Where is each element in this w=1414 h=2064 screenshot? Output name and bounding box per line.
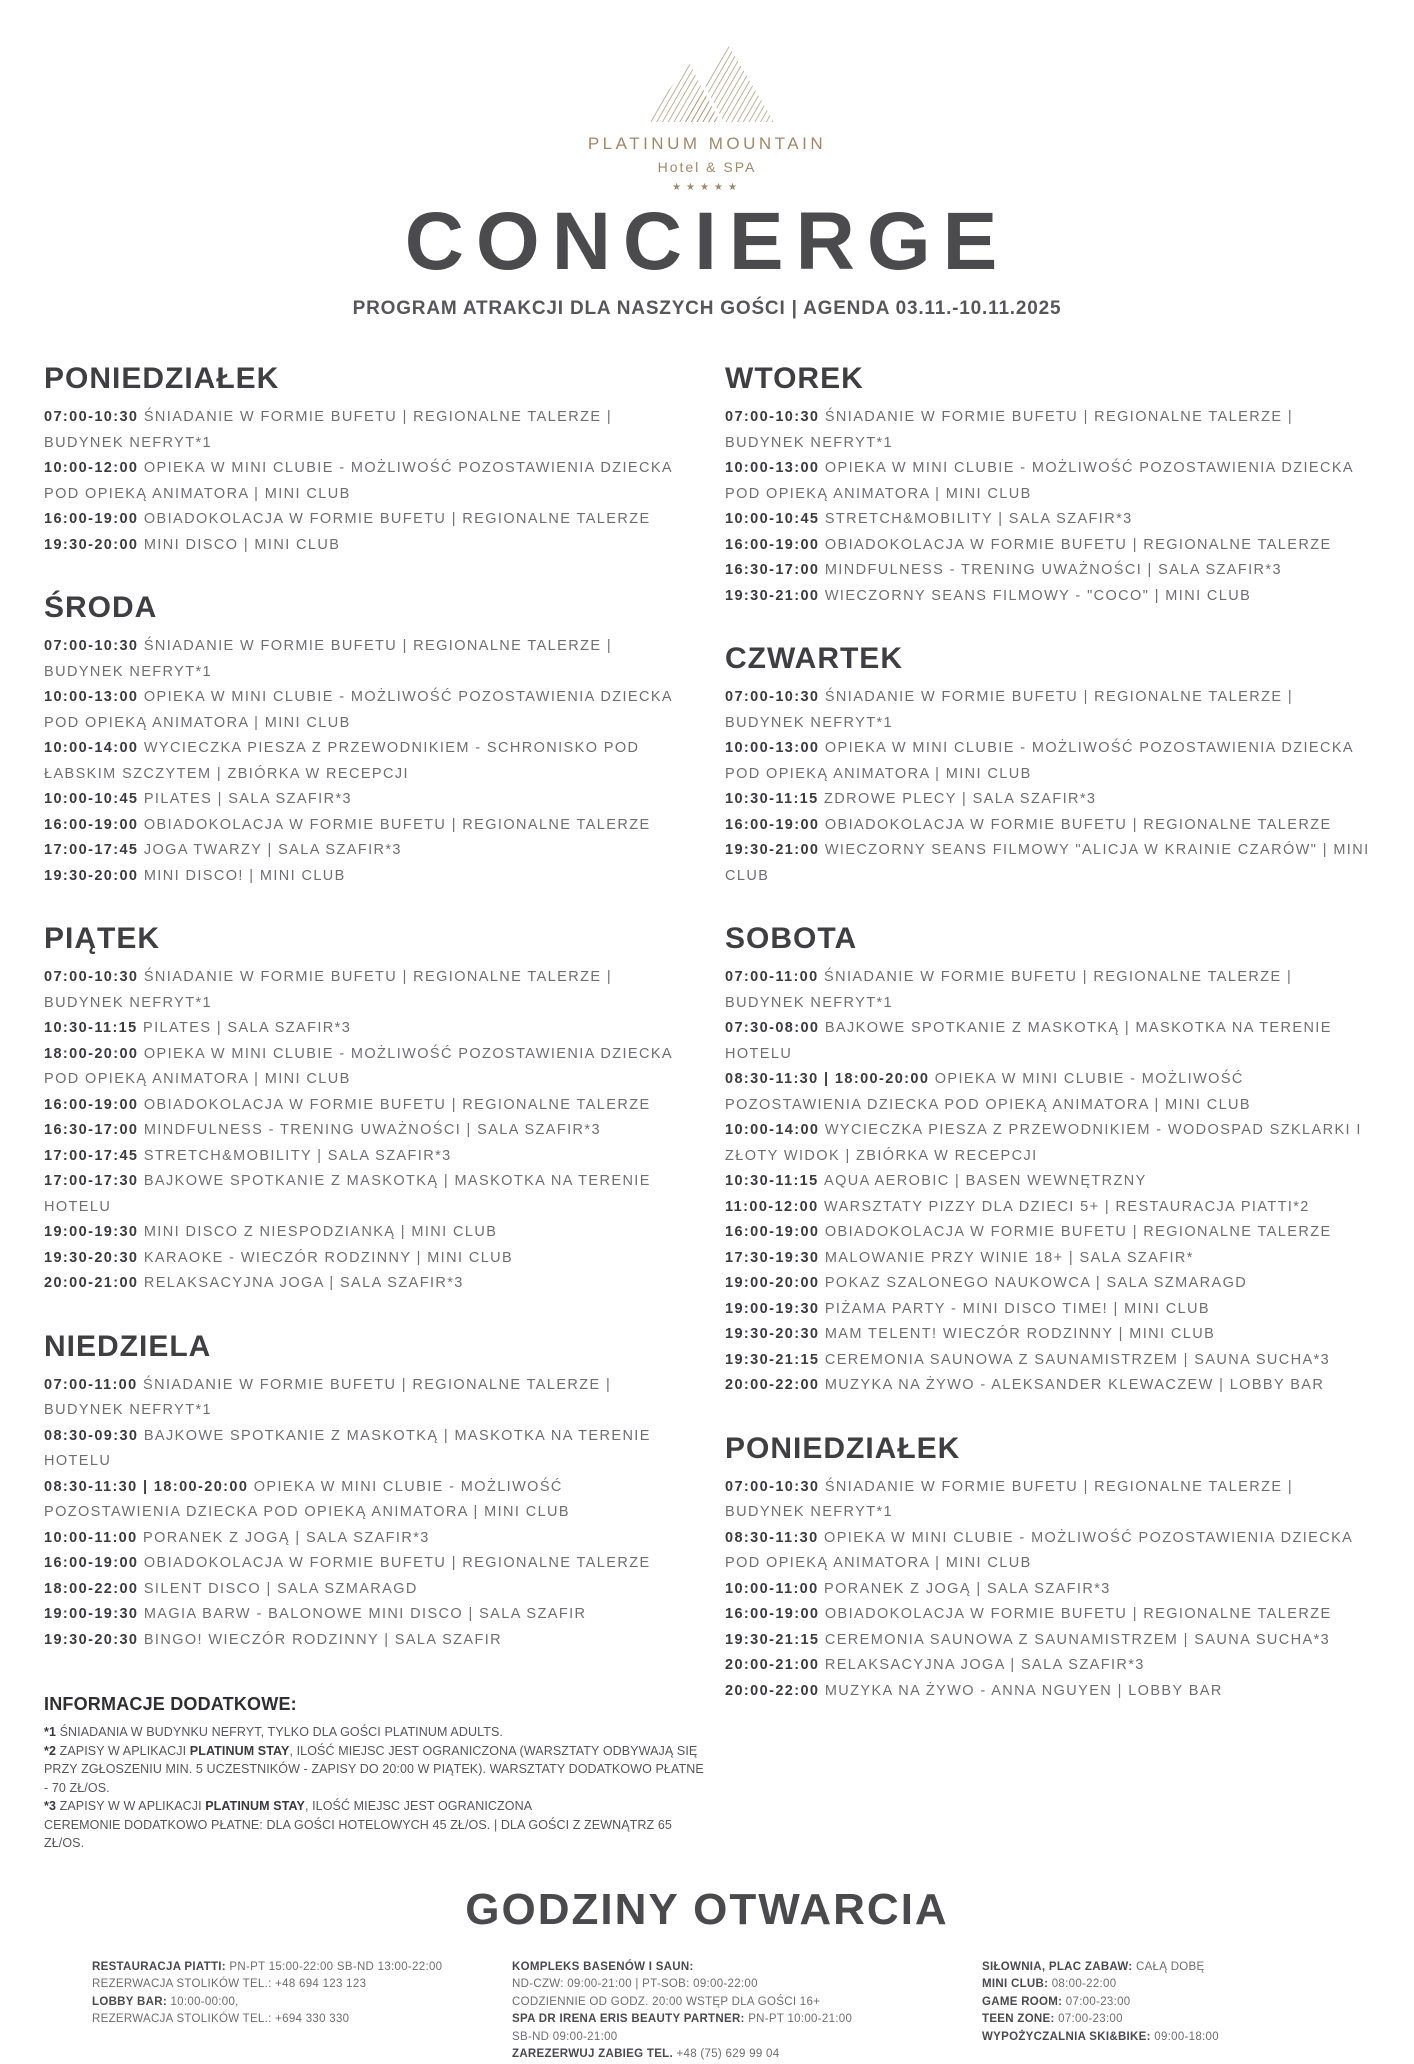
event-description: BAJKOWE SPOTKANIE Z MASKOTKĄ | MASKOTKA NA TERENIE HOTELU <box>44 1427 651 1470</box>
event-time: 17:30-19:30 <box>725 1249 825 1266</box>
schedule-event <box>44 405 689 456</box>
hotel-stars: ★★★★★ <box>672 182 742 193</box>
schedule-event <box>44 736 689 787</box>
event-description: ŚNIADANIE W FORMIE BUFETU | REGIONALNE TALERZE | BUDYNEK NEFRYT*1 <box>44 969 612 1011</box>
schedule-event <box>725 533 1370 559</box>
schedule-event <box>44 1246 689 1272</box>
event-time: 08:30-09:30 <box>44 1427 144 1444</box>
schedule-event <box>725 1577 1370 1603</box>
opening-hours-heading: GODZINY OTWARCIA <box>465 1884 949 1934</box>
event-time: 07:00-10:30 <box>725 409 825 426</box>
hours-label: SIŁOWNIA, PLAC ZABAW: <box>982 1960 1136 1973</box>
schedule-event <box>725 1628 1370 1654</box>
event-time: 10:00-14:00 <box>44 740 144 757</box>
day-section <box>44 922 689 1297</box>
schedule-event <box>44 1526 689 1552</box>
schedule-event <box>44 1118 689 1144</box>
event-time: 18:00-20:00 <box>44 1045 144 1062</box>
event-description: OBIADOKOLACJA W FORMIE BUFETU | REGIONALNE TALERZE <box>824 1606 1332 1623</box>
schedule-event <box>725 838 1370 889</box>
hours-column <box>512 1959 932 2064</box>
schedule-event <box>44 1628 689 1654</box>
hotel-name: PLATINUM MOUNTAIN <box>587 134 827 153</box>
day-heading: PONIEDZIAŁEK <box>725 1431 961 1465</box>
event-time: 16:00-19:00 <box>44 816 144 833</box>
hours-columns <box>0 1959 1414 2064</box>
event-time: 10:30-11:15 <box>725 1173 825 1190</box>
schedule-event <box>44 864 689 890</box>
event-description: ZDROWE PLECY | SALA SZAFIR*3 <box>824 791 1097 808</box>
event-time: 19:30-20:00 <box>44 867 144 884</box>
event-description: RELAKSACYJNA JOGA | SALA SZAFIR*3 <box>143 1275 464 1292</box>
schedule-event <box>725 1195 1370 1221</box>
footnote-text: CEREMONIE DODATKOWO PŁATNE: DLA GOŚCI HOTELOWYCH 45 ZŁ/OS. | DLA GOŚCI Z ZEWNĄTRZ 65 ZŁ/OS. <box>44 1817 672 1851</box>
event-description: MINI DISCO Z NIESPODZIANKĄ | MINI CLUB <box>143 1224 498 1241</box>
event-description: WIECZORNY SEANS FILMOWY - "COCO" | MINI CLUB <box>824 587 1252 604</box>
event-time: 20:00-21:00 <box>44 1275 144 1292</box>
hours-label: GAME ROOM: <box>982 1995 1066 2008</box>
event-description: AQUA AEROBIC | BASEN WEWNĘTRZNY <box>824 1173 1147 1190</box>
event-description: BINGO! WIECZÓR RODZINNY | SALA SZAFIR <box>143 1631 503 1648</box>
event-description: WYCIECZKA PIESZA Z PRZEWODNIKIEM - SCHRONISKO POD ŁABSKIM SZCZYTEM | ZBIÓRKA W RECEPCJI <box>44 740 640 782</box>
schedule-event <box>44 533 689 559</box>
footnote-text: ZAPISY W APLIKACJI <box>59 1743 190 1758</box>
event-description: STRETCH&MOBILITY | SALA SZAFIR*3 <box>824 511 1133 528</box>
schedule-event <box>44 456 689 507</box>
day-section <box>44 362 689 558</box>
event-time: 10:00-11:00 <box>44 1529 144 1546</box>
event-time: 19:30-20:00 <box>44 536 144 553</box>
footnote-bold-text: *3 <box>44 1799 60 1814</box>
footnote-bold-text: *2 <box>44 1743 60 1758</box>
event-time: 17:00-17:45 <box>44 1147 144 1164</box>
event-time: 10:00-13:00 <box>44 689 144 706</box>
event-description: MUZYKA NA ŻYWO - ALEKSANDER KLEWACZEW | LOBBY BAR <box>824 1377 1325 1394</box>
day-heading: SOBOTA <box>725 922 858 956</box>
opening-hours <box>0 1885 1414 2064</box>
event-description: ŚNIADANIE W FORMIE BUFETU | REGIONALNE TALERZE | BUDYNEK NEFRYT*1 <box>725 969 1293 1011</box>
day-heading: PONIEDZIAŁEK <box>44 362 280 396</box>
schedule-event <box>725 813 1370 839</box>
hours-line <box>512 2029 932 2047</box>
event-description: JOGA TWARZY | SALA SZAFIR*3 <box>143 842 402 859</box>
hours-line <box>92 1976 462 1994</box>
event-description: PILATES | SALA SZAFIR*3 <box>143 1020 352 1037</box>
event-time: 07:00-10:30 <box>44 638 144 655</box>
event-description: ŚNIADANIE W FORMIE BUFETU | REGIONALNE TALERZE | BUDYNEK NEFRYT*1 <box>725 689 1293 731</box>
event-description: CEREMONIA SAUNOWA Z SAUNAMISTRZEM | SAUNA SUCHA*3 <box>824 1631 1331 1648</box>
hours-label: RESTAURACJA PIATTI: <box>92 1960 230 1973</box>
event-description: OBIADOKOLACJA W FORMIE BUFETU | REGIONALNE TALERZE <box>824 816 1332 833</box>
page-subtitle: PROGRAM ATRAKCJI DLA NASZYCH GOŚCI | AGENDA 03.11.-10.11.2025 <box>352 298 1062 320</box>
hours-value: CODZIENNIE OD GODZ. 20:00 WSTĘP DLA GOŚCI 16+ <box>512 1995 821 2008</box>
hours-line <box>92 1994 462 2012</box>
event-description: ŚNIADANIE W FORMIE BUFETU | REGIONALNE TALERZE | BUDYNEK NEFRYT*1 <box>44 409 612 451</box>
additional-info-heading: INFORMACJE DODATKOWE: <box>44 1694 297 1715</box>
event-description: OPIEKA W MINI CLUBIE - MOŻLIWOŚĆ POZOSTAWIENIA DZIECKA POD OPIEKĄ ANIMATORA | MINI CLUB <box>725 740 1354 782</box>
event-description: OPIEKA W MINI CLUBIE - MOŻLIWOŚĆ POZOSTAWIENIA DZIECKA POD OPIEKĄ ANIMATORA | MINI CLUB <box>44 1478 570 1521</box>
event-description: RELAKSACYJNA JOGA | SALA SZAFIR*3 <box>824 1657 1145 1674</box>
event-time: 19:00-19:30 <box>44 1224 144 1241</box>
footnote-bold-text: *1 <box>44 1725 60 1740</box>
hours-line <box>512 2046 932 2064</box>
hours-line <box>512 1959 932 1977</box>
hours-label: ZAREZERWUJ ZABIEG TEL. <box>512 2048 677 2061</box>
event-time: 19:00-19:30 <box>725 1300 825 1317</box>
event-description: OPIEKA W MINI CLUBIE - MOŻLIWOŚĆ POZOSTAWIENIA DZIECKA POD OPIEKĄ ANIMATORA | MINI CLUB <box>44 1045 673 1088</box>
event-description: ŚNIADANIE W FORMIE BUFETU | REGIONALNE TALERZE | BUDYNEK NEFRYT*1 <box>725 1478 1293 1521</box>
day-heading: WTOREK <box>725 362 864 396</box>
schedule-event <box>725 1373 1370 1399</box>
event-description: MALOWANIE PRZY WINIE 18+ | SALA SZAFIR* <box>824 1249 1194 1266</box>
event-description: OPIEKA W MINI CLUBIE - MOŻLIWOŚĆ POZOSTAWIENIA DZIECKA POD OPIEKĄ ANIMATORA | MINI CLUB <box>725 1071 1251 1113</box>
schedule-event <box>725 456 1370 507</box>
schedule-event <box>725 1679 1370 1705</box>
schedule-event <box>725 507 1370 533</box>
schedule-event <box>725 1016 1370 1067</box>
day-section <box>725 362 1370 609</box>
event-time: 07:30-08:00 <box>725 1020 825 1037</box>
event-description: MINDFULNESS - TRENING UWAŻNOŚCI | SALA SZAFIR*3 <box>143 1122 601 1139</box>
day-section <box>44 1330 689 1654</box>
event-time: 16:00-19:00 <box>44 1096 144 1113</box>
event-description: PILATES | SALA SZAFIR*3 <box>143 791 352 808</box>
footnote-text: , ILOŚĆ MIEJSC JEST OGRANICZONA (WARSZTATY ODBYWAJĄ SIĘ PRZY ZGŁOSZENIU MIN. 5 UCZESTNIKÓW - ZAPISY DO 20:00 W PIĄTEK). WARSZTATY DODATKOWO PŁATNE - 70 ZŁ/OS. <box>44 1743 704 1795</box>
day-section <box>44 591 689 889</box>
footnote-bold-text: PLATINUM STAY <box>189 1743 290 1758</box>
hours-value: ND-CZW: 09:00-21:00 | PT-SOB: 09:00-22:00 <box>512 1978 758 1991</box>
event-time: 19:00-19:30 <box>44 1606 144 1623</box>
hours-value: 09:00-18:00 <box>1154 2030 1219 2043</box>
event-time: 19:30-21:15 <box>725 1351 825 1368</box>
day-section <box>725 642 1370 889</box>
event-time: 07:00-10:30 <box>725 689 825 706</box>
event-time: 20:00-21:00 <box>725 1657 825 1674</box>
event-time: 10:00-10:45 <box>725 511 825 528</box>
event-time: 19:00-20:00 <box>725 1275 825 1292</box>
event-description: MINI DISCO | MINI CLUB <box>143 536 341 553</box>
event-description: OPIEKA W MINI CLUBIE - MOŻLIWOŚĆ POZOSTAWIENIA DZIECKA POD OPIEKĄ ANIMATORA | MINI CLUB <box>44 460 673 502</box>
event-time: 10:00-14:00 <box>725 1122 825 1139</box>
event-description: STRETCH&MOBILITY | SALA SZAFIR*3 <box>143 1147 452 1164</box>
schedule-event <box>725 1348 1370 1374</box>
event-time: 19:30-21:00 <box>725 587 825 604</box>
hours-line <box>512 2011 932 2029</box>
hours-line <box>982 1959 1322 1977</box>
event-time: 16:00-19:00 <box>44 511 144 528</box>
footnote-bold-text: PLATINUM STAY <box>205 1799 305 1814</box>
event-time: 20:00-22:00 <box>725 1682 825 1699</box>
hours-column <box>92 1959 462 2064</box>
schedule-event <box>725 558 1370 584</box>
event-description: OPIEKA W MINI CLUBIE - MOŻLIWOŚĆ POZOSTAWIENIA DZIECKA POD OPIEKĄ ANIMATORA | MINI CLUB <box>44 689 673 731</box>
schedule-event <box>44 787 689 813</box>
event-time: 10:00-13:00 <box>725 460 825 477</box>
header <box>0 0 1414 320</box>
hours-line <box>982 2011 1322 2029</box>
hours-label: KOMPLEKS BASENÓW I SAUN: <box>512 1960 694 1973</box>
schedule-event <box>44 1220 689 1246</box>
schedule-event <box>44 1271 689 1297</box>
event-description: OBIADOKOLACJA W FORMIE BUFETU | REGIONALNE TALERZE <box>143 816 651 833</box>
event-description: MINDFULNESS - TRENING UWAŻNOŚCI | SALA SZAFIR*3 <box>824 562 1282 579</box>
schedule-event <box>44 838 689 864</box>
event-time: 07:00-11:00 <box>725 969 825 986</box>
footnote-text: , ILOŚĆ MIEJSC JEST OGRANICZONA <box>304 1799 533 1814</box>
day-heading: NIEDZIELA <box>44 1329 212 1363</box>
event-description: WARSZTATY PIZZY DLA DZIECI 5+ | RESTAURACJA PIATTI*2 <box>824 1198 1310 1215</box>
event-time: 07:00-10:30 <box>44 409 144 426</box>
event-time: 07:00-11:00 <box>44 1376 144 1393</box>
event-description: BAJKOWE SPOTKANIE Z MASKOTKĄ | MASKOTKA NA TERENIE HOTELU <box>44 1173 651 1215</box>
schedule-event <box>725 1602 1370 1628</box>
event-description: BAJKOWE SPOTKANIE Z MASKOTKĄ | MASKOTKA NA TERENIE HOTELU <box>725 1020 1332 1062</box>
event-description: MAGIA BARW - BALONOWE MINI DISCO | SALA SZAFIR <box>143 1606 587 1623</box>
schedule-event <box>725 584 1370 610</box>
schedule-event <box>725 1271 1370 1297</box>
hotel-tagline: Hotel & SPA <box>657 159 757 175</box>
schedule-event <box>725 685 1370 736</box>
schedule-event <box>725 1220 1370 1246</box>
hours-column <box>982 1959 1322 2064</box>
event-description: MUZYKA NA ŻYWO - ANNA NGUYEN | LOBBY BAR <box>824 1682 1223 1699</box>
event-time: 10:00-12:00 <box>44 460 144 477</box>
event-description: WIECZORNY SEANS FILMOWY "ALICJA W KRAINIE CZARÓW" | MINI CLUB <box>725 842 1370 884</box>
event-description: OBIADOKOLACJA W FORMIE BUFETU | REGIONALNE TALERZE <box>143 1096 651 1113</box>
event-time: 18:00-22:00 <box>44 1580 144 1597</box>
footnote-text: ZAPISY W W APLIKACJI <box>59 1799 206 1814</box>
page-title: CONCIERGE <box>404 196 1010 287</box>
event-time: 16:30-17:00 <box>44 1122 144 1139</box>
info-footnote <box>44 1723 704 1742</box>
schedule-event <box>44 1424 689 1475</box>
hours-line <box>512 1994 932 2012</box>
event-time: 16:00-19:00 <box>725 536 825 553</box>
event-description: PIŻAMA PARTY - MINI DISCO TIME! | MINI CLUB <box>824 1300 1210 1317</box>
hours-value: 07:00-23:00 <box>1065 1995 1131 2008</box>
schedule-event <box>44 965 689 1016</box>
event-description: ŚNIADANIE W FORMIE BUFETU | REGIONALNE TALERZE | BUDYNEK NEFRYT*1 <box>44 1376 612 1419</box>
hours-line <box>982 1976 1322 1994</box>
footnote-text: ŚNIADANIA W BUDYNKU NEFRYT, TYLKO DLA GOŚCI PLATINUM ADULTS. <box>59 1725 503 1740</box>
event-time: 10:00-13:00 <box>725 740 825 757</box>
schedule-event <box>725 1246 1370 1272</box>
event-time: 16:00-19:00 <box>44 1555 144 1572</box>
event-time: 08:30-11:30 <box>725 1529 825 1546</box>
hours-value: REZERWACJA STOLIKÓW TEL.: +694 330 330 <box>92 2013 350 2026</box>
event-description: OBIADOKOLACJA W FORMIE BUFETU | REGIONALNE TALERZE <box>824 536 1332 553</box>
schedule-event <box>725 1475 1370 1526</box>
hours-value: 07:00-23:00 <box>1058 2013 1123 2026</box>
hours-value: PN-PT 15:00-22:00 SB-ND 13:00-22:00 <box>229 1960 443 1973</box>
schedule-event <box>44 1042 689 1093</box>
schedule-event <box>44 685 689 736</box>
event-description: ŚNIADANIE W FORMIE BUFETU | REGIONALNE TALERZE | BUDYNEK NEFRYT*1 <box>44 638 612 680</box>
schedule-event <box>725 965 1370 1016</box>
event-time: 16:00-19:00 <box>725 1224 825 1241</box>
event-time: 08:30-11:30 | 18:00-20:00 <box>725 1071 935 1088</box>
hours-value: 10:00-00:00, <box>170 1995 239 2008</box>
hours-value: +48 (75) 629 99 04 <box>676 2048 780 2061</box>
info-footnote <box>44 1797 704 1816</box>
schedule-event <box>725 405 1370 456</box>
event-time: 07:00-10:30 <box>44 969 144 986</box>
schedule-event <box>725 1322 1370 1348</box>
event-description: POKAZ SZALONEGO NAUKOWCA | SALA SZMARAGD <box>824 1275 1248 1292</box>
schedule-column-right <box>725 362 1370 1737</box>
event-time: 19:30-21:15 <box>725 1631 825 1648</box>
event-description: PORANEK Z JOGĄ | SALA SZAFIR*3 <box>824 1580 1111 1597</box>
day-heading: CZWARTEK <box>725 642 903 676</box>
event-description: KARAOKE - WIECZÓR RODZINNY | MINI CLUB <box>143 1249 514 1266</box>
hours-line <box>92 1959 462 1977</box>
event-time: 16:30-17:00 <box>725 562 825 579</box>
day-section <box>725 922 1370 1399</box>
schedule-event <box>725 736 1370 787</box>
schedule <box>0 362 1414 1699</box>
schedule-event <box>44 1373 689 1424</box>
event-time: 19:30-20:30 <box>725 1326 825 1343</box>
event-time: 19:30-20:30 <box>44 1631 144 1648</box>
event-time: 08:30-11:30 | 18:00-20:00 <box>44 1478 254 1495</box>
hours-label: WYPOŻYCZALNIA SKI&BIKE: <box>982 2030 1155 2043</box>
mountain-logo-icon <box>632 34 782 126</box>
schedule-event <box>44 1169 689 1220</box>
hours-value: 08:00-22:00 <box>1051 1978 1117 1991</box>
hours-line <box>982 2029 1322 2047</box>
event-description: OBIADOKOLACJA W FORMIE BUFETU | REGIONALNE TALERZE <box>143 1555 651 1572</box>
schedule-event <box>725 1297 1370 1323</box>
hours-label: MINI CLUB: <box>982 1978 1052 1991</box>
day-section <box>725 1432 1370 1705</box>
event-description: ŚNIADANIE W FORMIE BUFETU | REGIONALNE TALERZE | BUDYNEK NEFRYT*1 <box>725 409 1293 451</box>
event-time: 10:00-11:00 <box>725 1580 825 1597</box>
event-time: 16:00-19:00 <box>725 816 825 833</box>
schedule-event <box>725 1653 1370 1679</box>
event-description: PORANEK Z JOGĄ | SALA SZAFIR*3 <box>143 1529 430 1546</box>
event-description: CEREMONIA SAUNOWA Z SAUNAMISTRZEM | SAUNA SUCHA*3 <box>824 1351 1331 1368</box>
hours-line <box>512 1976 932 1994</box>
hours-line <box>92 2011 462 2029</box>
info-footnote <box>44 1742 704 1798</box>
event-time: 19:30-20:30 <box>44 1249 144 1266</box>
schedule-event <box>44 1602 689 1628</box>
event-description: OBIADOKOLACJA W FORMIE BUFETU | REGIONALNE TALERZE <box>143 511 651 528</box>
event-description: MINI DISCO! | MINI CLUB <box>143 867 346 884</box>
schedule-event <box>725 1526 1370 1577</box>
hours-label: SPA DR IRENA ERIS BEAUTY PARTNER: <box>512 2013 749 2026</box>
event-description: MAM TELENT! WIECZÓR RODZINNY | MINI CLUB <box>824 1326 1216 1343</box>
schedule-event <box>725 1067 1370 1118</box>
event-time: 10:30-11:15 <box>725 791 825 808</box>
event-time: 20:00-22:00 <box>725 1377 825 1394</box>
schedule-column-left <box>44 362 689 1686</box>
event-time: 17:00-17:45 <box>44 842 144 859</box>
event-time: 17:00-17:30 <box>44 1173 144 1190</box>
schedule-event <box>44 1475 689 1526</box>
event-time: 16:00-19:00 <box>725 1606 825 1623</box>
schedule-event <box>725 1169 1370 1195</box>
event-description: OPIEKA W MINI CLUBIE - MOŻLIWOŚĆ POZOSTAWIENIA DZIECKA POD OPIEKĄ ANIMATORA | MINI CLUB <box>725 1529 1353 1572</box>
hours-line <box>982 1994 1322 2012</box>
schedule-event <box>44 1093 689 1119</box>
schedule-event <box>725 787 1370 813</box>
event-time: 11:00-12:00 <box>725 1198 825 1215</box>
day-heading: PIĄTEK <box>44 922 161 956</box>
schedule-event <box>44 813 689 839</box>
hours-value: CAŁĄ DOBĘ <box>1135 1960 1205 1973</box>
event-time: 07:00-10:30 <box>725 1478 825 1495</box>
hours-label: LOBBY BAR: <box>92 1995 171 2008</box>
event-description: OBIADOKOLACJA W FORMIE BUFETU | REGIONALNE TALERZE <box>824 1224 1332 1241</box>
hours-value: REZERWACJA STOLIKÓW TEL.: +48 694 123 123 <box>92 1978 367 1991</box>
event-description: WYCIECZKA PIESZA Z PRZEWODNIKIEM - WODOSPAD SZKLARKI I ZŁOTY WIDOK | ZBIÓRKA W RECEPCJI <box>725 1122 1362 1164</box>
event-time: 19:30-21:00 <box>725 842 825 859</box>
event-description: SILENT DISCO | SALA SZMARAGD <box>143 1580 418 1597</box>
schedule-event <box>44 1551 689 1577</box>
day-heading: ŚRODA <box>44 591 158 625</box>
info-footnote <box>44 1816 704 1853</box>
event-time: 10:30-11:15 <box>44 1020 144 1037</box>
schedule-event <box>44 1577 689 1603</box>
info-lines <box>44 1723 1370 1853</box>
schedule-event <box>44 634 689 685</box>
hours-value: SB-ND 09:00-21:00 <box>512 2030 618 2043</box>
hours-value: PN-PT 10:00-21:00 <box>748 2013 853 2026</box>
event-time: 10:00-10:45 <box>44 791 144 808</box>
schedule-event <box>44 1144 689 1170</box>
schedule-event <box>725 1118 1370 1169</box>
schedule-event <box>44 1016 689 1042</box>
schedule-event <box>44 507 689 533</box>
hours-label: TEEN ZONE: <box>982 2013 1059 2026</box>
event-description: OPIEKA W MINI CLUBIE - MOŻLIWOŚĆ POZOSTAWIENIA DZIECKA POD OPIEKĄ ANIMATORA | MINI CLUB <box>725 460 1354 502</box>
